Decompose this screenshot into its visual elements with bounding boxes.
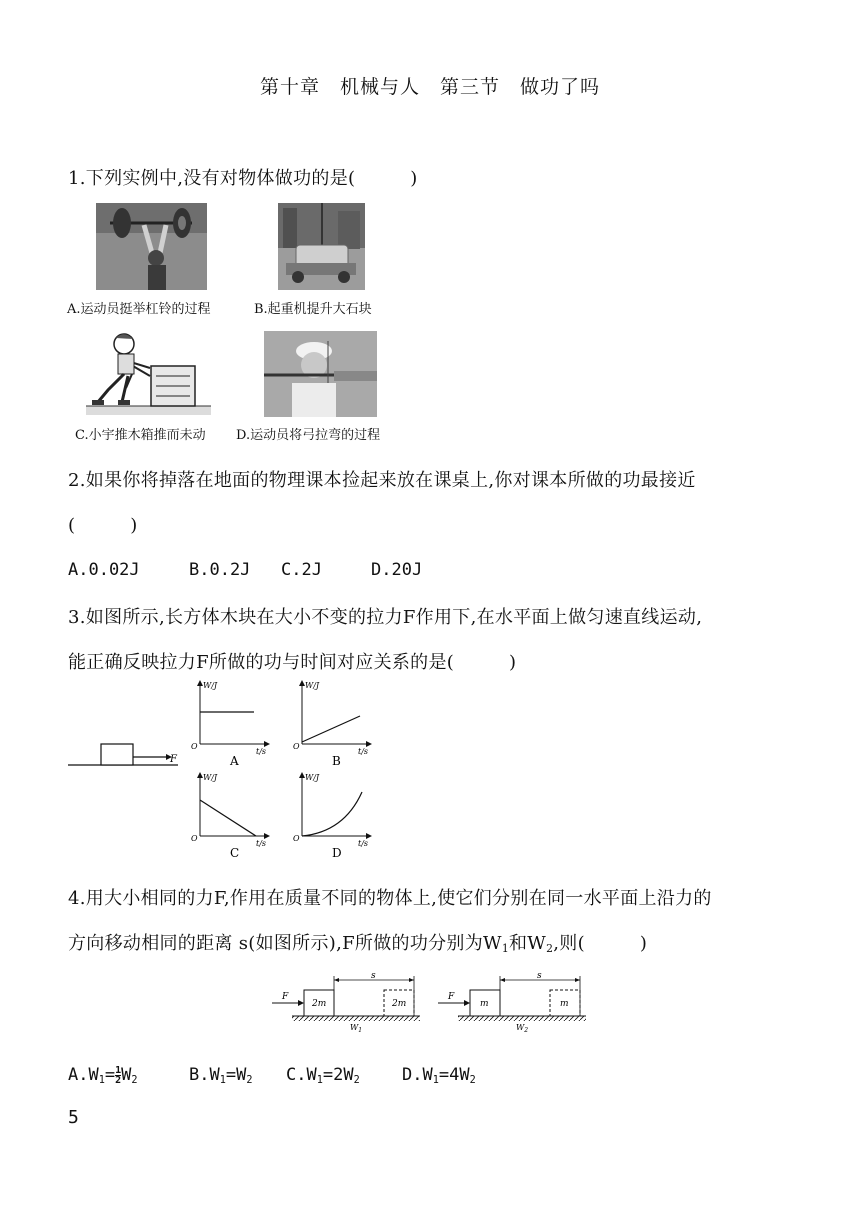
work-label-w1: $W_1$ — [350, 1023, 363, 1034]
force-label: F — [170, 754, 177, 765]
graph-d-curve — [302, 792, 362, 836]
graph-d-label: D — [332, 846, 342, 860]
question-2-stem-line1: 2.如果你将掉落在地面的物理课本捡起来放在课桌上,你对课本所做的功最接近 — [68, 470, 696, 491]
q2-option-d: D.20J — [371, 560, 423, 580]
arrow-head-icon — [464, 1000, 470, 1006]
question-3-stem-line1: 3.如图所示,长方体木块在大小不变的拉力F作用下,在水平面上做匀速直线运动, — [68, 607, 703, 628]
graph-c-curve — [200, 800, 256, 836]
weightlifter-image — [96, 203, 207, 290]
boy-pushing-box-image — [86, 330, 211, 415]
page-title: 第十章 机械与人 第三节 做功了吗 — [259, 76, 600, 98]
q4-stem-sub2: 2 — [546, 942, 554, 956]
caption-b: B.起重机提升大石块 — [254, 302, 372, 317]
graph-b-origin-label: O — [293, 742, 300, 751]
q4-option-b: $B.W_1=W_2$ — [189, 1065, 253, 1087]
question-3-stem-line2: 能正确反映拉力F所做的功与时间对应关系的是( ) — [68, 652, 517, 673]
mass-label: 2m — [312, 999, 327, 1009]
question-2-stem-line2: ( ) — [68, 515, 138, 536]
q4-option-a: $A.W_1=$ $\frac{1}{2}$ $W_2$ — [68, 1064, 138, 1087]
q4-stem-part-a: 方向移动相同的距离 s(如图所示),F所做的功分别为W — [68, 933, 502, 954]
question-4-stem-line1: 4.用大小相同的力F,作用在质量不同的物体上,使它们分别在同一水平面上沿力的 — [68, 888, 712, 909]
caption-a: A.运动员挺举杠铃的过程 — [67, 302, 211, 317]
work-label-w2: $W_2$ — [516, 1023, 529, 1034]
question-4-stem-line2 — [68, 929, 647, 955]
question-1-stem: 1.下列实例中,没有对物体做功的是( ) — [68, 168, 418, 189]
q4-right-setup — [438, 971, 586, 1034]
graph-b-x-label: t/s — [358, 747, 369, 756]
q2-option-b: B.0.2J — [189, 560, 251, 580]
ground-hatch — [292, 1016, 420, 1021]
q4-stem-sub1: 1 — [501, 942, 509, 956]
archer-image — [264, 331, 377, 417]
graph-a-origin-label: O — [191, 742, 198, 751]
q4-stem-part-c: ,则( ) — [553, 933, 648, 954]
mass-label: m — [480, 999, 489, 1009]
arrow-head-icon — [298, 1000, 304, 1006]
caption-c: C.小宇推木箱推而未动 — [75, 428, 206, 443]
graph-b-label: B — [332, 754, 341, 768]
wooden-block — [101, 744, 133, 765]
q4-option-c: $C.W_1=2W_2$ — [286, 1065, 360, 1087]
graph-a-x-label: t/s — [256, 747, 267, 756]
graph-a-label: A — [230, 754, 239, 768]
distance-label: s — [537, 971, 542, 981]
caption-d: D.运动员将弓拉弯的过程 — [236, 428, 381, 443]
mass-label: m — [560, 999, 569, 1009]
graph-d-x-label: t/s — [358, 839, 369, 848]
q3-block-figure — [66, 735, 186, 775]
crane-stone-image — [278, 203, 365, 290]
q4-left-setup — [272, 971, 420, 1034]
force-label: F — [282, 992, 289, 1002]
q3-work-time-graphs — [176, 676, 386, 862]
graph-c-y-label: W/J — [203, 773, 218, 782]
force-label: F — [448, 992, 455, 1002]
ground-hatch — [458, 1016, 586, 1021]
graph-c-label: C — [230, 846, 240, 860]
graph-d-y-label: W/J — [305, 773, 320, 782]
q4-stem-part-b: 和W — [509, 933, 547, 954]
graph-d-origin-label: O — [293, 834, 300, 843]
page-number: 5 — [68, 1107, 79, 1128]
fraction-one-half: $\frac{1}{2}$ — [115, 1064, 122, 1086]
q4-push-figure — [270, 970, 590, 1035]
graph-b-y-label: W/J — [305, 681, 320, 690]
mass-label: 2m — [392, 999, 407, 1009]
graph-c-origin-label: O — [191, 834, 198, 843]
q2-option-a: A.0.02J — [68, 560, 140, 580]
graph-b-curve — [302, 716, 360, 742]
q2-option-c: C.2J — [281, 560, 322, 580]
graph-c-x-label: t/s — [256, 839, 267, 848]
graph-a-y-label: W/J — [203, 681, 218, 690]
distance-label: s — [371, 971, 376, 981]
q4-option-d: $D.W_1=4W_2$ — [402, 1065, 476, 1087]
